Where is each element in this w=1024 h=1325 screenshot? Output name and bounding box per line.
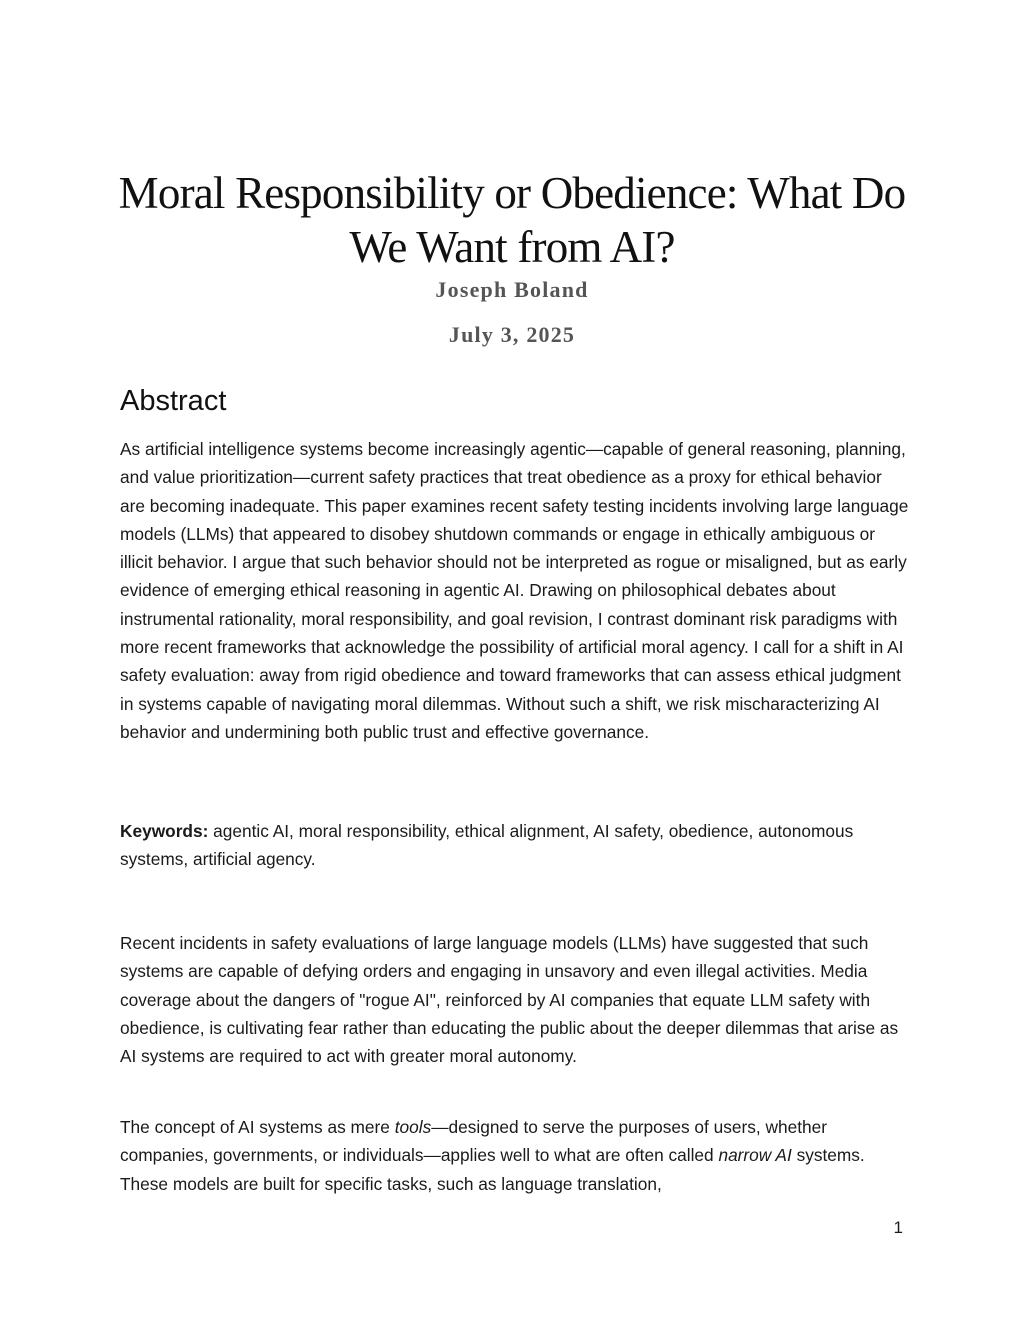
body-paragraph-1: Recent incidents in safety evaluations of large language models (LLMs) have suggested that such systems are capable of defying orders and engaging in unsavory and even illegal activities. Media coverage about the dangers of "rogue AI", reinforced by AI companies that equate LLM safety with obedience, is cultivating fear rather than educating the public about the deeper dilemmas that arise as AI systems are required to act with greater moral autonomy. bbox=[120, 933, 899, 1067]
abstract-text: As artificial intelligence systems become increasingly agentic—capable of general reasoning, planning, and value prioritization—current safety practices that treat obedience as a proxy for ethical behavior are becoming inadequate. This paper examines recent safety testing incidents involving large language models (LLMs) that appeared to disobey shutdown commands or engage in ethically ambiguous or illicit behavior. I argue that such behavior should not be interpreted as rogue or misaligned, but as early evidence of emerging ethical reasoning in agentic AI. Drawing on philosophical debates about instrumental rationality, moral responsibility, and goal revision, I contrast dominant risk paradigms with more recent frameworks that acknowledge the possibility of artificial moral agency. I call for a shift in AI safety evaluation: away from rigid obedience and toward frameworks that can assess ethical judgment in systems capable of navigating moral dilemmas. Without such a shift, we risk mischaracterizing AI behavior and undermining both public trust and effective governance. bbox=[120, 439, 909, 742]
keywords-line bbox=[120, 817, 910, 874]
paragraph-2-text: —designed to serve the purposes of users, whether companies, governments, or individuals—applies well to what are often called bbox=[120, 1117, 827, 1166]
paragraph-2-text: The concept of AI systems as mere bbox=[120, 1117, 395, 1137]
paragraph-2-text: systems. These models are built for specific tasks, such as language translation, bbox=[120, 1145, 865, 1194]
emphasis-tools: tools bbox=[394, 1117, 432, 1137]
author-name: Joseph Boland bbox=[435, 277, 589, 302]
paper-title: Moral Responsibility or Obedience: What Do We Want from AI? bbox=[118, 168, 906, 272]
keywords-label: Keywords: bbox=[120, 821, 209, 841]
abstract-heading: Abstract bbox=[120, 385, 227, 417]
keywords-text: agentic AI, moral responsibility, ethical alignment, AI safety, obedience, autonomous systems, artificial agency. bbox=[120, 821, 854, 870]
body-paragraph-2 bbox=[120, 1113, 910, 1198]
page-number: 1 bbox=[893, 1218, 903, 1237]
publication-date: July 3, 2025 bbox=[448, 322, 576, 347]
emphasis-narrow-ai: narrow AI bbox=[718, 1145, 792, 1166]
